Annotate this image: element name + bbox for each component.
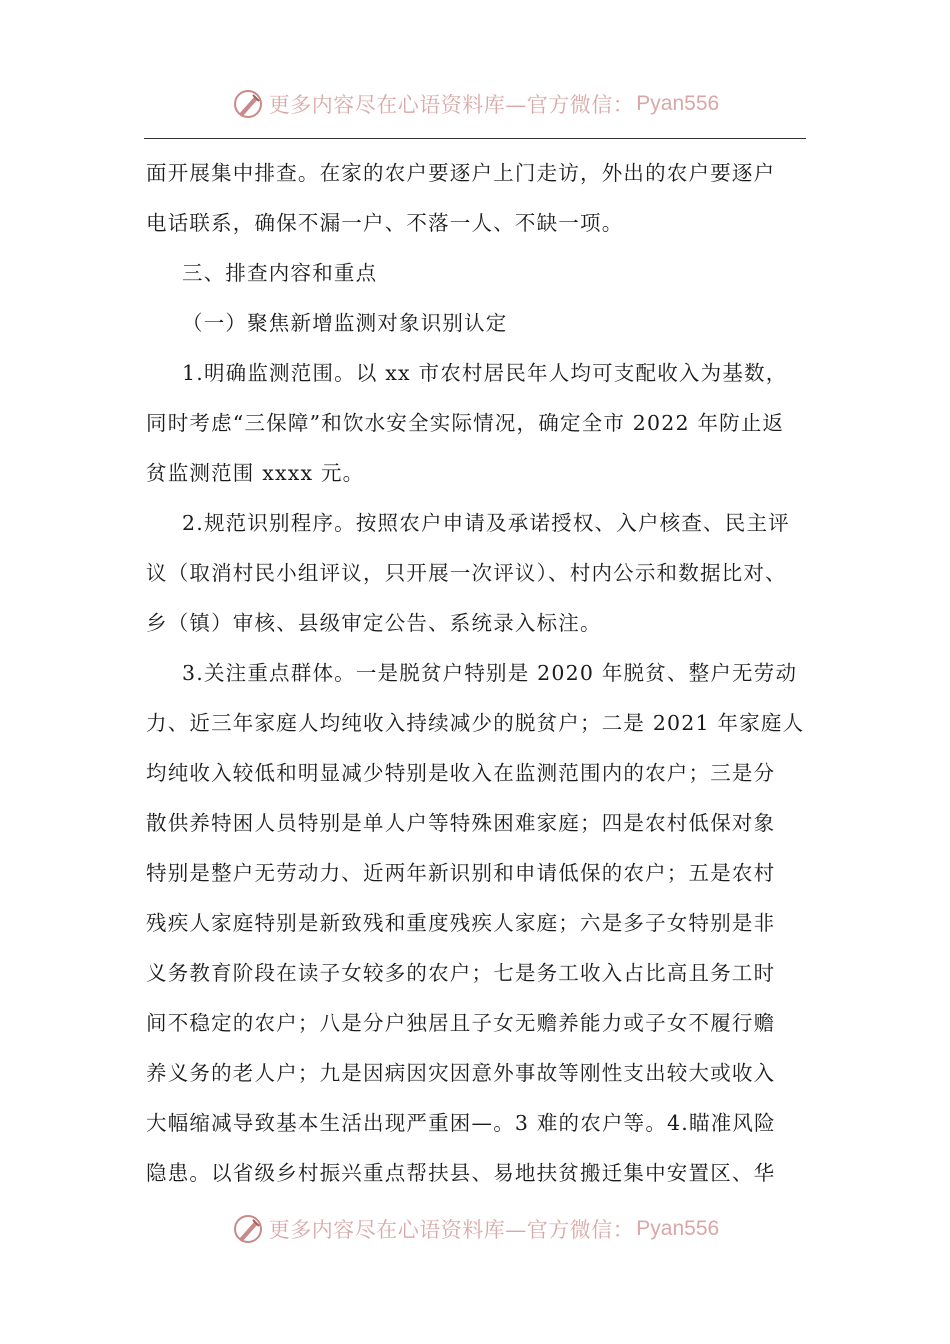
- document-body: [146, 148, 806, 1198]
- text-line: 三、排查内容和重点: [182, 261, 378, 285]
- text-line: 2.规范识别程序。按照农户申请及承诺授权、入户核查、民主评: [182, 511, 790, 535]
- text-line: 面开展集中排查。在家的农户要逐户上门走访，外出的农户要逐户: [146, 161, 776, 185]
- header-divider: [144, 138, 806, 139]
- text-line: 隐患。以省级乡村振兴重点帮扶县、易地扶贫搬迁集中安置区、华: [146, 1161, 776, 1185]
- watermark-text: 更多内容尽在心语资料库—官方微信：: [268, 1218, 635, 1242]
- text-line: 养义务的老人户；九是因病因灾因意外事故等刚性支出较大或收入: [146, 1061, 776, 1085]
- pen-logo-icon: [231, 87, 265, 121]
- text-line: 均纯收入较低和明显减少特别是收入在监测范围内的农户；三是分: [146, 761, 776, 785]
- text-line: 间不稳定的农户；八是分户独居且子女无赡养能力或子女不履行赡: [146, 1011, 776, 1035]
- text-line: 力、近三年家庭人均纯收入持续减少的脱贫户；二是 2021 年家庭人: [146, 711, 805, 735]
- watermark-handle: Pyan556: [636, 1217, 720, 1240]
- text-line: 义务教育阶段在读子女较多的农户；七是务工收入占比高且务工时: [146, 961, 776, 985]
- text-line: 大幅缩减导致基本生活出现严重困—。3 难的农户等。4.瞄准风险: [146, 1111, 776, 1135]
- text-line: 特别是整户无劳动力、近两年新识别和申请低保的农户；五是农村: [146, 861, 776, 885]
- watermark-footer: [0, 1209, 950, 1249]
- watermark-handle: Pyan556: [636, 92, 720, 115]
- text-line: 同时考虑“三保障”和饮水安全实际情况，确定全市 2022 年防止返: [146, 411, 785, 435]
- watermark-header: [0, 84, 950, 124]
- watermark-text: 更多内容尽在心语资料库—官方微信：: [268, 93, 635, 117]
- text-line: 残疾人家庭特别是新致残和重度残疾人家庭；六是多子女特别是非: [146, 911, 776, 935]
- text-line: 贫监测范围 xxxx 元。: [146, 461, 365, 485]
- pen-logo-icon: [231, 1212, 265, 1246]
- text-line: 议（取消村民小组评议，只开展一次评议）、村内公示和数据比对、: [146, 561, 787, 585]
- text-line: 散供养特困人员特别是单人户等特殊困难家庭；四是农村低保对象: [146, 811, 776, 835]
- text-line: 3.关注重点群体。一是脱贫户特别是 2020 年脱贫、整户无劳动: [182, 661, 798, 685]
- text-line: 乡（镇）审核、县级审定公告、系统录入标注。: [146, 611, 602, 635]
- text-line: 1.明确监测范围。以 xx 市农村居民年人均可支配收入为基数，: [182, 361, 788, 385]
- text-line: 电话联系，确保不漏一户、不落一人、不缺一项。: [146, 211, 624, 235]
- text-line: （一）聚焦新增监测对象识别认定: [182, 311, 508, 335]
